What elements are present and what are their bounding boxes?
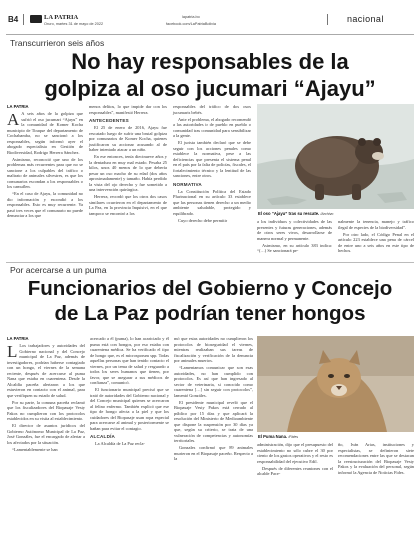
subheading-alcaldia: ALCALDÍA bbox=[90, 434, 116, 439]
headline-line-2: golpiza al oso jucumari “Ajayu” bbox=[44, 76, 376, 101]
subheading-antecedentes: ANTECEDENTES bbox=[89, 118, 129, 123]
newspaper-logo bbox=[30, 15, 42, 23]
paragraph: Ante el problema, el abogado recomendó a las autoridades ir de pueblo en pueblo o comunidad tras comunidad para sensibilizar a la gente. bbox=[173, 116, 251, 138]
paragraph: “Lamentablemente se han bbox=[12, 446, 58, 452]
drop-cap: L bbox=[7, 342, 18, 361]
kicker: Transcurrieron seis años bbox=[10, 38, 105, 48]
paragraph bbox=[7, 343, 85, 398]
paragraph: Después de diferentes reuniones con el alcalde Pace- bbox=[257, 465, 333, 476]
header-divider-right bbox=[327, 14, 328, 25]
kicker: Por acercarse a un puma bbox=[10, 265, 107, 275]
photo-caption bbox=[258, 434, 414, 439]
header-rule bbox=[6, 34, 414, 35]
paragraph: El jurista también declaró que se debe seguir con los acciones penales como establece la normativa, pese a las deficiencias que presenta el sistema penal en el país por la falta de policías, fiscales, el fortalecimiento técnico y la lentitud de las sanciones, entre otros. bbox=[173, 140, 251, 178]
photo-puma-nana bbox=[257, 336, 414, 432]
paragraph bbox=[7, 111, 83, 155]
photo-oso-ajayu bbox=[257, 104, 414, 209]
paragraph-text: A seis años de la golpiza que sufrió el oso jucumari “Ajayu” en la comunidad de Komer Kocha municipio de Tiraque del departamento de Cochabamba, no se sancionó a los responsables, según informó ayer el abogado especialista en Gestión de Biodiversidad, Rodrigo Herrera Sánchez. bbox=[7, 111, 83, 155]
paragraph: Asimismo, reconoció que uno de los problemas más recurrentes para que no se sancione a los culpables del tráfico o maltrato de animales silvestres, es que los comunarios escondan a los responsables o los camuflen. bbox=[7, 156, 83, 189]
page-number: B4 bbox=[8, 15, 19, 24]
paragraph: Gonzales confirmó que 89 animales murieron en el Biopasaje paceño. Respecto a la bbox=[174, 445, 253, 461]
caption-credit: /Archivo bbox=[320, 212, 334, 216]
headline-line-2: de La Paz podrían tener hongos bbox=[54, 302, 366, 325]
byline: LA PATRIA bbox=[7, 104, 29, 109]
paragraph: “En el caso de Ajayu, la comunidad no dio información y escondió a los responsables. Esto es muy recurrente. Ya pasó tres veces que el comunario no puede denunciar a los que bbox=[7, 191, 83, 218]
headline-line-1: Funcionarios del Gobierno y Concejo bbox=[27, 277, 393, 300]
paragraph: ño, Iván Arias, instituciones y especialistas, se definieron siete recomendaciones entre las que se destacan la reestructuración del Biopasaje Vesty Pakos y la evaluación del personal, según informó la Agencia de Noticias Fides. bbox=[338, 442, 414, 475]
headline-line-1: No hay responsables de la bbox=[71, 49, 349, 74]
paragraph: Asimismo, en su artículo 383 indica: “(…) Se sancionará pe- bbox=[257, 242, 332, 253]
article-column-1 bbox=[7, 336, 85, 454]
page-header bbox=[6, 4, 414, 30]
article-column-2 bbox=[89, 104, 167, 218]
caption-text: El Puma Nana. bbox=[258, 434, 288, 439]
paragraph: Cuyo derecho debe permitir bbox=[178, 217, 228, 223]
paragraph: El funcionario municipal precisó que se trató de autoridades del Gobierno nacional y del Concejo municipal quienes se acercaron al felino enfermo. También explicó que ese tipo de hongo afecta a la piel y que los cuidadores del Biopasaje usan ropa especial para acercarse al animal y posteriormente se bañan para evitar el contagio. bbox=[90, 387, 169, 431]
paragraph: mó que estas autoridades no cumplieron los protocolos de bioseguridad el viernes, mientras realizaban sus tareas de fiscalización y verificación de la denuncia por animales muertos. bbox=[174, 336, 253, 363]
newspaper-logo-text: LA PATRIA bbox=[44, 14, 79, 21]
article-column-3 bbox=[174, 336, 253, 463]
caption-credit: /Fides bbox=[288, 435, 299, 439]
paragraph: responsables del tráfico de dos osos jucumaris bebés. bbox=[173, 104, 251, 115]
paragraph: El presidente municipal reveló que el Biopasaje Vesty Pakos está cerrado al público por 15 días y que aplicará la resolución del Ministerio de Medioambiente que dispone la suspensión por 30 días ya que, según su criterio, se trata de una vulneración de competencias y autonomías territoriales. bbox=[174, 399, 253, 443]
article-column-4 bbox=[257, 442, 333, 478]
paragraph: acercado a él (puma), lo han acariciado y él puma está con hongos, por eso estaba con cuarentena médica. Se ha verificado el tipo de hongo que, es el microsporum spp. Todas aquellas personas que han tenido contacto el viernes, por un tema de salud y resguardo a todos los seres humanos que tienen, por favor, que se asegurar a sus médicos de confianza”, comunicó. bbox=[90, 336, 169, 385]
paragraph: El director de asuntos jurídicos del Gobierno Autónomo Municipal de La Paz, José Gonzáles, fue el encargado de alertar a los afectados por la situación. bbox=[7, 423, 85, 445]
paragraph: La Alcaldía de La Paz recla- bbox=[95, 441, 145, 446]
headline bbox=[0, 48, 420, 102]
puma-illustration bbox=[257, 336, 414, 432]
headline bbox=[0, 276, 420, 326]
paragraph: a los individuos y colectividades de las presentes y futuras generaciones, además de otros seres vivos, desarrollarse de manera normal y permanente. bbox=[257, 219, 332, 241]
header-divider-left bbox=[23, 14, 24, 25]
byline: LA PATRIA bbox=[7, 336, 29, 341]
paragraph: Por su parte, la comuna paceña reclamó que los fiscalizadores del Biopasaje Vesty Pakos no cumplieron con los protocolos establecidos en su visita al establecimiento. bbox=[7, 399, 85, 421]
paragraph: administración, dijo que el presupuesto del establecimiento no sólo cubre el 30 por ciento de los gastos operativos y el resto es responsabilidad del ejecutivo Edil. bbox=[257, 442, 333, 464]
paragraph: En ese entonces, tenía diecinueve años y la dentadura en muy mal estado. Pesaba 25 kilos, unos 40 menos de lo que debería pesar un oso macho de su edad (dos años aproximadamente) y tamaño. Había perdido la vista del ojo derecho y fue sometido a una intervención quirúrgica. bbox=[89, 154, 167, 192]
paragraph: El 25 de enero de 2016, Ajayu fue rescatado luego de sufrir una brutal golpiza por comunarios de Komer Kocha, quienes justificaron su accionar acusando al de haber intentado atacar a un niño. bbox=[89, 125, 167, 152]
article-column-3 bbox=[173, 104, 251, 225]
article-column-2 bbox=[90, 336, 169, 448]
article-column-5 bbox=[338, 219, 414, 255]
drop-cap: A bbox=[7, 110, 20, 129]
paragraph-text: Los trabajadores y autoridades del Gobierno nacional y del Concejo municipal de La Paz, además de investigadores, podrían haberse contagiado con un hongo, el viernes de la semana reciente, después de acercarse al puma Nana que estaba en cuarentena. Desde la Alcaldía paceña alertaron a los que estuvieron en contacto con el animal, para que verifiquen su estado de salud. bbox=[7, 343, 85, 398]
paragraph: Por otro lado, el Código Penal en el artículo 223 establece una pena de cárcel de entre uno a seis años en este tipo de hechos. bbox=[338, 231, 414, 253]
paragraph: Herrera, recordó que los otros dos casos similares ocurrieron en el departamento de La Paz, en la provincia Inquisivi, en el que tampoco se encontró a los bbox=[89, 194, 167, 216]
website: lapatria.bo bbox=[182, 15, 200, 19]
paragraph: menos delitos, lo que impide dar con los responsables”, manifestó Herrera. bbox=[89, 104, 167, 115]
article-separator bbox=[6, 262, 414, 263]
article-column-5 bbox=[338, 442, 414, 477]
caption-text: El oso “Ajayu” tras su rescate. bbox=[258, 211, 320, 216]
bear-illustration bbox=[257, 104, 414, 209]
section-name: nacional bbox=[347, 14, 384, 24]
photo-caption bbox=[258, 211, 414, 216]
paragraph: “Lamentamos comunicar que son esas autoridades, no han cumplido con protocolos. Es así que han ingresado al sector de veterinaria, si conocido como cuarentena […] sin seguir con protocolos”, lamentó Gonzáles. bbox=[174, 365, 253, 398]
facebook-link: facebook.com/LaPatriaBolivia bbox=[166, 22, 217, 26]
paragraph: La Constitución Política del Estado Plurinacional en su artículo 33 establece que las personas tienen derecho a un medio ambiente saludable, protegido y equilibrado. bbox=[173, 188, 251, 216]
dateline: Oruro, martes 31 de mayo de 2022 bbox=[44, 22, 104, 26]
article-column-1 bbox=[7, 104, 83, 220]
article-column-4 bbox=[257, 219, 332, 255]
subheading-normativa: NORMATIVA bbox=[173, 181, 202, 187]
paragraph: nalmente la tenencia, manejo y tráfico ilegal de especies de la biodiversidad”. bbox=[338, 219, 414, 230]
